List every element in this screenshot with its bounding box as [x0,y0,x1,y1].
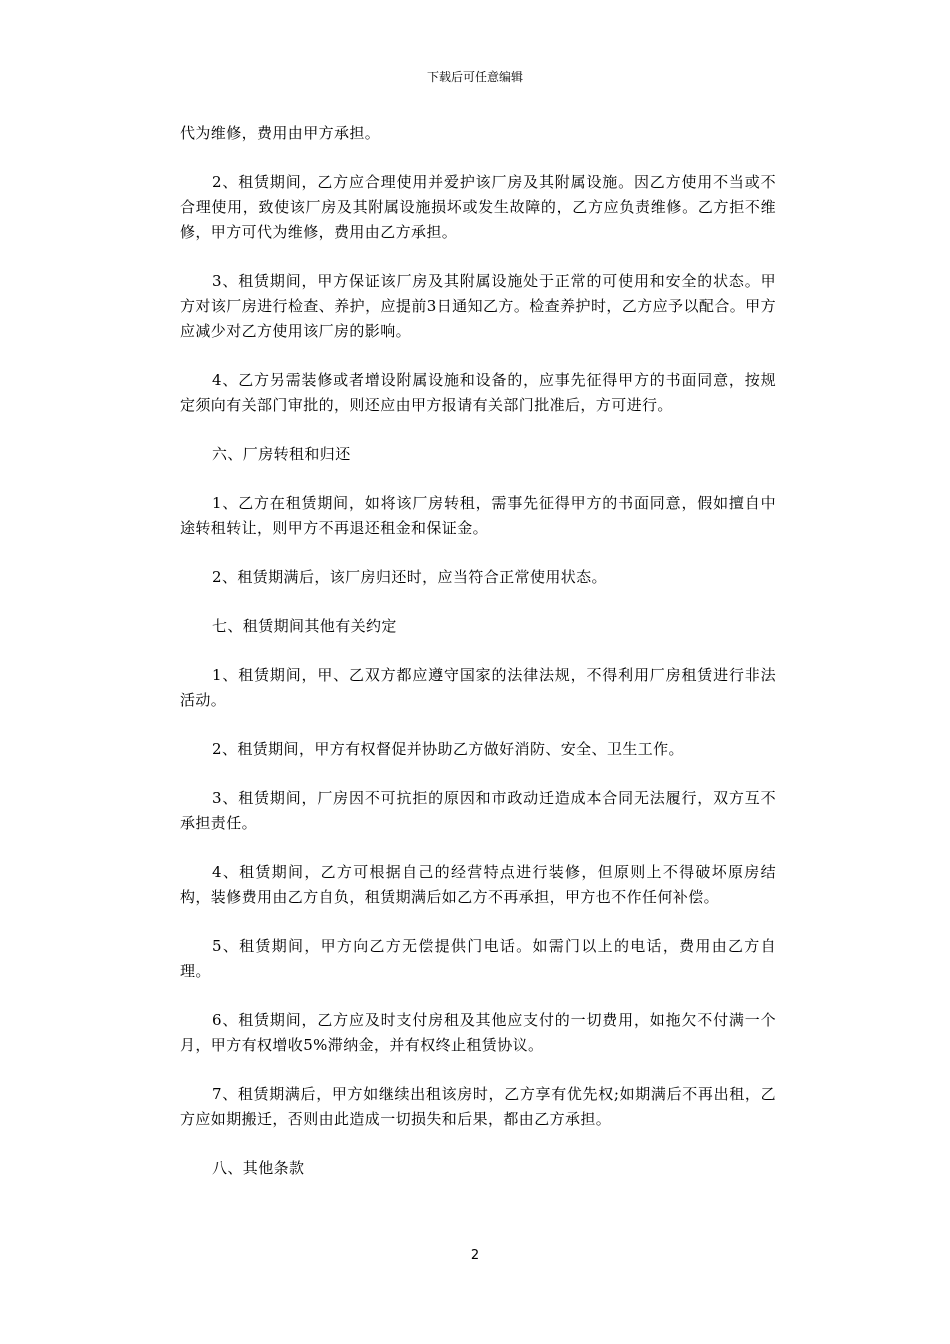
clause-5-3: 3、租赁期间，甲方保证该厂房及其附属设施处于正常的可使用和安全的状态。甲方对该厂房进行检查、养护，应提前3日通知乙方。检查养护时，乙方应予以配合。甲方应减少对乙方使用该厂房的影响。 [180,272,776,340]
clause-5-2: 2、租赁期间，乙方应合理使用并爱护该厂房及其附属设施。因乙方使用不当或不合理使用，致使该厂房及其附属设施损坏或发生故障的，乙方应负责维修。乙方拒不维修，甲方可代为维修，费用由乙方承担。 [180,173,776,241]
clause-6-2: 2、租赁期满后，该厂房归还时，应当符合正常使用状态。 [212,568,607,586]
clause-7-6: 6、租赁期间，乙方应及时支付房租及其他应支付的一切费用，如拖欠不付满一个月，甲方有权增收5%滞纳金，并有权终止租赁协议。 [180,1011,776,1054]
section-heading-6: 六、厂房转租和归还 [212,445,351,463]
document-body [180,121,776,1205]
clause-7-5: 5、租赁期间，甲方向乙方无偿提供门电话。如需门以上的电话，费用由乙方自理。 [180,937,776,980]
clause-6-1: 1、乙方在租赁期间，如将该厂房转租，需事先征得甲方的书面同意，假如擅自中途转租转让，则甲方不再退还租金和保证金。 [180,494,776,537]
clause-7-1: 1、租赁期间，甲、乙双方都应遵守国家的法律法规，不得利用厂房租赁进行非法活动。 [180,666,776,709]
section-heading-7: 七、租赁期间其他有关约定 [212,617,397,635]
paragraph-continuation: 代为维修，费用由甲方承担。 [180,124,381,142]
clause-7-2: 2、租赁期间，甲方有权督促并协助乙方做好消防、安全、卫生工作。 [212,740,684,758]
clause-7-3: 3、租赁期间，厂房因不可抗拒的原因和市政动迁造成本合同无法履行，双方互不承担责任。 [180,789,776,832]
clause-7-7: 7、租赁期满后，甲方如继续出租该房时，乙方享有优先权;如期满后不再出租，乙方应如期搬迁，否则由此造成一切损失和后果，都由乙方承担。 [180,1085,776,1128]
page-header: 下载后可任意编辑 [426,70,523,84]
section-heading-8: 八、其他条款 [212,1159,305,1177]
clause-7-4: 4、租赁期间，乙方可根据自己的经营特点进行装修，但原则上不得破坏原房结构，装修费用由乙方自负，租赁期满后如乙方不再承担，甲方也不作任何补偿。 [180,863,776,906]
clause-5-4: 4、乙方另需装修或者增设附属设施和设备的，应事先征得甲方的书面同意，按规定须向有关部门审批的，则还应由甲方报请有关部门批准后，方可进行。 [180,371,776,414]
page-number: 2 [470,1248,480,1263]
